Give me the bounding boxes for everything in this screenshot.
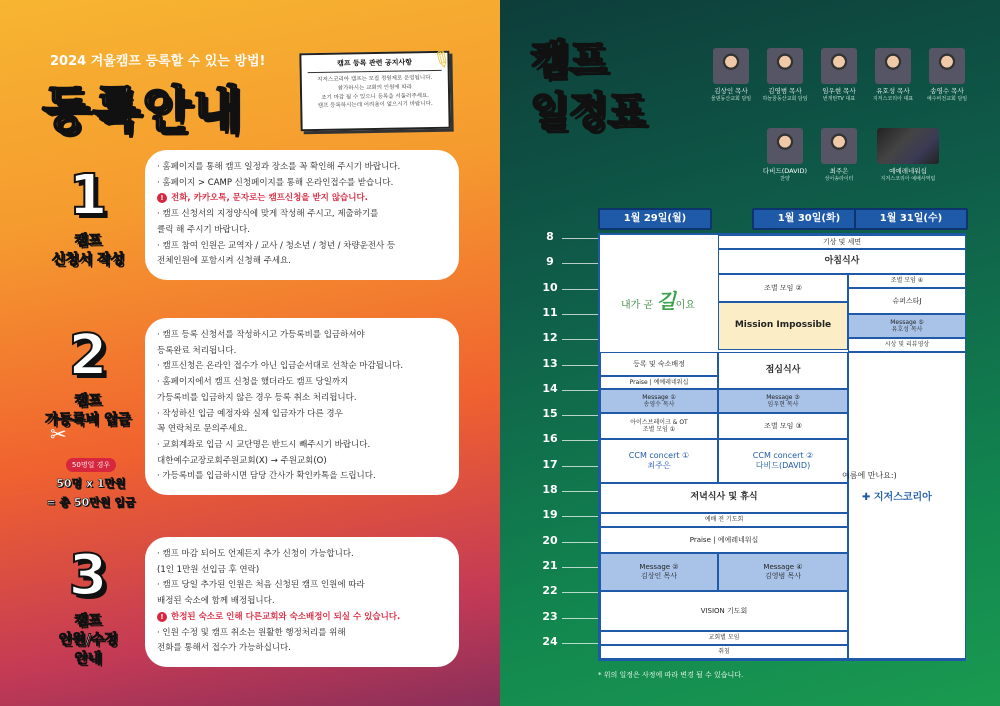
list-item: · 인원 수정 및 캠프 취소는 원활한 행정처리를 위해	[157, 627, 346, 638]
list-item: 전화를 통해서 접수가 가능하십니다.	[157, 643, 291, 654]
list-item: · 캠프 등록 신청서를 작성하시고 가등록비를 입금하셔야	[157, 330, 365, 340]
schedule-cell: 취침	[600, 645, 848, 659]
list-item: · 교회계좌로 입금 시 교단명은 반드시 빼주시기 바랍니다.	[157, 440, 371, 451]
step-number: 2	[68, 323, 108, 388]
speaker-photo	[767, 128, 803, 164]
hour-label: 21	[542, 559, 558, 572]
notice-line: 캠프 등록하시는데 어려움이 없으시기 바랍니다.	[317, 101, 433, 110]
schedule-cell: 저녁식사 및 휴식	[600, 483, 848, 513]
hour-label: 24	[542, 635, 558, 648]
hour-tick	[562, 618, 598, 619]
hour-label: 13	[542, 357, 558, 370]
alert-icon: !	[157, 612, 167, 622]
list-item: 배정된 숙소에 함께 배정됩니다.	[157, 596, 275, 607]
hour-label: 12	[542, 331, 558, 344]
list-item: 전체인원에 포함시켜 신청해 주세요.	[157, 256, 291, 267]
list-item: · 작성하신 입금 예정자와 실제 입금자가 다른 경우	[157, 408, 343, 419]
speaker: 예예레네워십 지저스코리아 예배사역팀	[868, 128, 948, 182]
list-item: 꼭 연락처로 문의주세요.	[157, 424, 248, 435]
step-number: 3	[68, 543, 108, 608]
speaker-photo	[929, 48, 965, 84]
hour-label: 14	[542, 382, 558, 395]
list-item: · 캠프신청은 온라인 접수가 아닌 입금순서대로 선착순 마감됩니다.	[157, 361, 404, 372]
schedule-cell: 예배 전 기도회	[600, 513, 848, 527]
speaker-photo	[821, 128, 857, 164]
see-you-text: 여름에 만나요:)	[842, 471, 897, 480]
schedule-cell: Message ⑤ 유호성 목사	[848, 314, 966, 338]
speaker: 송영수 목사 예수비전교회 담임	[912, 48, 982, 102]
step-3-card	[145, 537, 459, 667]
list-item: · 홈페이지를 통해 캠프 일정과 장소를 꼭 확인해 주시기 바랍니다.	[157, 162, 401, 172]
hour-tick	[562, 542, 598, 543]
hour-label: 16	[542, 432, 558, 445]
schedule-cell: 아이스브레이크 & OT 조별 모임 ①	[600, 413, 718, 439]
schedule-footnote: * 위의 일정은 사정에 따라 변경 될 수 있습니다.	[598, 671, 744, 679]
camp-slogan: 내가 곧 길이요	[620, 289, 695, 313]
schedule-cell: 조별 모임 ④	[848, 274, 966, 288]
hour-tick	[562, 643, 598, 644]
hour-tick	[562, 491, 598, 492]
scissors-icon: ✂	[50, 422, 67, 446]
closing-panel	[848, 352, 966, 659]
speaker: 임우현 목사 번개탄TV 대표	[804, 48, 874, 102]
hour-label: 11	[542, 306, 558, 319]
hour-tick	[562, 440, 598, 441]
notice-line: 조기 마감 될 수 있으니 등록을 서둘러주세요.	[321, 92, 430, 101]
schedule-cell: CCM concert ② 다비드(DAVID)	[718, 439, 848, 483]
hour-tick	[562, 339, 598, 340]
hour-label: 10	[542, 281, 558, 294]
fee-line: 50명 x 1만원	[56, 477, 126, 490]
schedule-cell: 등록 및 숙소배정	[600, 352, 718, 376]
speaker-photo	[713, 48, 749, 84]
list-item: · 캠프 신청서의 지정양식에 맞게 작성해 주시고, 제출하기를	[157, 209, 379, 220]
schedule-cell: Praise | 예예레네워십	[600, 376, 718, 389]
hour-label: 23	[542, 610, 558, 623]
speaker: 김영범 목사 하늘꿈동산교회 담임	[750, 48, 820, 102]
step-2-heading	[28, 323, 148, 430]
speaker-photo	[767, 48, 803, 84]
schedule-cell: 아침식사	[718, 249, 966, 274]
day-header: 1월 31일(수)	[854, 208, 968, 230]
fee-example	[36, 452, 146, 510]
step-label: 캠프 가등록비 입금	[44, 393, 132, 428]
hour-tick	[562, 238, 598, 239]
hour-tick	[562, 592, 598, 593]
schedule-cell: 시상 및 리뷰영상	[848, 338, 966, 352]
hour-tick	[562, 466, 598, 467]
page-title: 등록안내	[42, 81, 244, 139]
fee-tag: 50명일 경우	[66, 458, 116, 472]
speaker-photo	[875, 48, 911, 84]
step-1-card	[145, 150, 459, 280]
hour-label: 15	[542, 407, 558, 420]
warning-item: ! 전화, 카카오톡, 문자로는 캠프신청을 받지 않습니다.	[157, 191, 449, 207]
hour-tick	[562, 263, 598, 264]
list-item: 클릭 해 주시기 바랍니다.	[157, 224, 250, 235]
page-subtitle: 2024 겨울캠프 등록할 수 있는 방법!	[50, 54, 266, 69]
step-3-heading	[28, 543, 148, 669]
speaker: 김상인 목사 물댄동산교회 담임	[696, 48, 766, 102]
list-item: · 캠프 참여 인원은 교역자 / 교사 / 청소년 / 청년 / 차량운전사 등	[157, 240, 396, 251]
list-item: · 가등록비를 입금하시면 담당 간사가 확인카톡을 드립니다.	[157, 471, 376, 482]
hour-tick	[562, 314, 598, 315]
schedule-cell: Message ③ 임우현 목사	[718, 389, 848, 413]
camp-schedule-page	[500, 0, 1000, 706]
hour-label: 9	[546, 255, 554, 268]
hour-label: 22	[542, 584, 558, 597]
hour-label: 17	[542, 458, 558, 471]
schedule-cell: Praise | 예예레네워십	[600, 527, 848, 553]
schedule-cell: 조별 모임 ③	[718, 413, 848, 439]
alert-icon: !	[157, 193, 167, 203]
speaker: 다비드(DAVID) 찬양	[750, 128, 820, 182]
schedule-cell: 기상 및 세면	[718, 235, 966, 249]
schedule-title: 캠프 일정표	[530, 37, 646, 135]
step-1-heading	[28, 163, 148, 270]
schedule-cell: 조별 모임 ②	[718, 274, 848, 302]
list-item: 대한예수교장로회주원교회(X) → 주원교회(O)	[157, 455, 327, 466]
notice-line: 참가하시는 교회의 인원에 따라	[337, 84, 413, 92]
list-item: · 홈페이지에서 캠프 신청을 했더라도 캠프 당일까지	[157, 377, 349, 388]
schedule-cell: CCM concert ① 최주은	[600, 439, 718, 483]
hour-tick	[562, 415, 598, 416]
hour-tick	[562, 390, 598, 391]
step-2-card	[145, 318, 459, 495]
list-item: 가등록비를 입금하지 않은 경우 등록 취소 처리됩니다.	[157, 392, 357, 403]
schedule-cell: Message ④ 김영범 목사	[718, 553, 848, 591]
schedule-cell: 점심식사	[718, 352, 848, 389]
list-item: · 캠프 당일 추가된 인원은 처음 신청된 캠프 인원에 따라	[157, 580, 365, 591]
schedule-cell: VISION 기도회	[600, 591, 848, 631]
hour-tick	[562, 567, 598, 568]
hour-label: 8	[546, 230, 554, 243]
list-item: · 홈페이지 > CAMP 신청페이지를 통해 온라인접수를 받습니다.	[157, 177, 394, 188]
speaker: 최주은 성어송라이터	[804, 128, 874, 182]
notice-line: 지저스코리아 캠프는 모집 정원제로 운영됩니다.	[317, 74, 433, 84]
step-label: 캠프 신청서 작성	[51, 233, 125, 268]
list-item: · 캠프 마감 되어도 언제든지 추가 신청이 가능합니다.	[157, 549, 354, 559]
schedule-cell: 교회별 모임	[600, 631, 848, 645]
day-header: 1월 30일(화)	[752, 208, 866, 230]
speaker-photo	[821, 48, 857, 84]
step-label: 캠프 인원/수정 안내	[58, 613, 118, 667]
schedule-cell: Mission Impossible	[718, 302, 848, 350]
hour-label: 20	[542, 534, 558, 547]
step-number: 1	[68, 163, 108, 228]
fee-line: = 총 50만원 입금	[46, 496, 136, 509]
speaker: 유호성 목사 지저스코리아 대표	[858, 48, 928, 102]
hour-tick	[562, 516, 598, 517]
schedule-cell: 슈퍼스타J	[848, 288, 966, 314]
schedule-cell: Message ① 송영수 목사	[600, 389, 718, 413]
hour-tick	[562, 289, 598, 290]
hour-label: 19	[542, 508, 558, 521]
schedule-cell: Message ② 김상인 목사	[600, 553, 718, 591]
jesus-korea-logo: ✚ 지저스코리아	[862, 492, 932, 503]
list-item: (1인 1만원 선입금 후 연락)	[157, 564, 260, 575]
notice-heading: 캠프 등록 관련 공지사항	[307, 57, 441, 73]
warning-item: ! 한정된 숙소로 인해 다른교회와 숙소배정이 되실 수 있습니다.	[157, 610, 449, 626]
hour-label: 18	[542, 483, 558, 496]
hour-tick	[562, 365, 598, 366]
day-header: 1월 29일(월)	[598, 208, 712, 230]
list-item: 등록완료 처리됩니다.	[157, 345, 237, 356]
band-photo	[877, 128, 939, 164]
pencil-icon: ✎	[426, 45, 456, 76]
